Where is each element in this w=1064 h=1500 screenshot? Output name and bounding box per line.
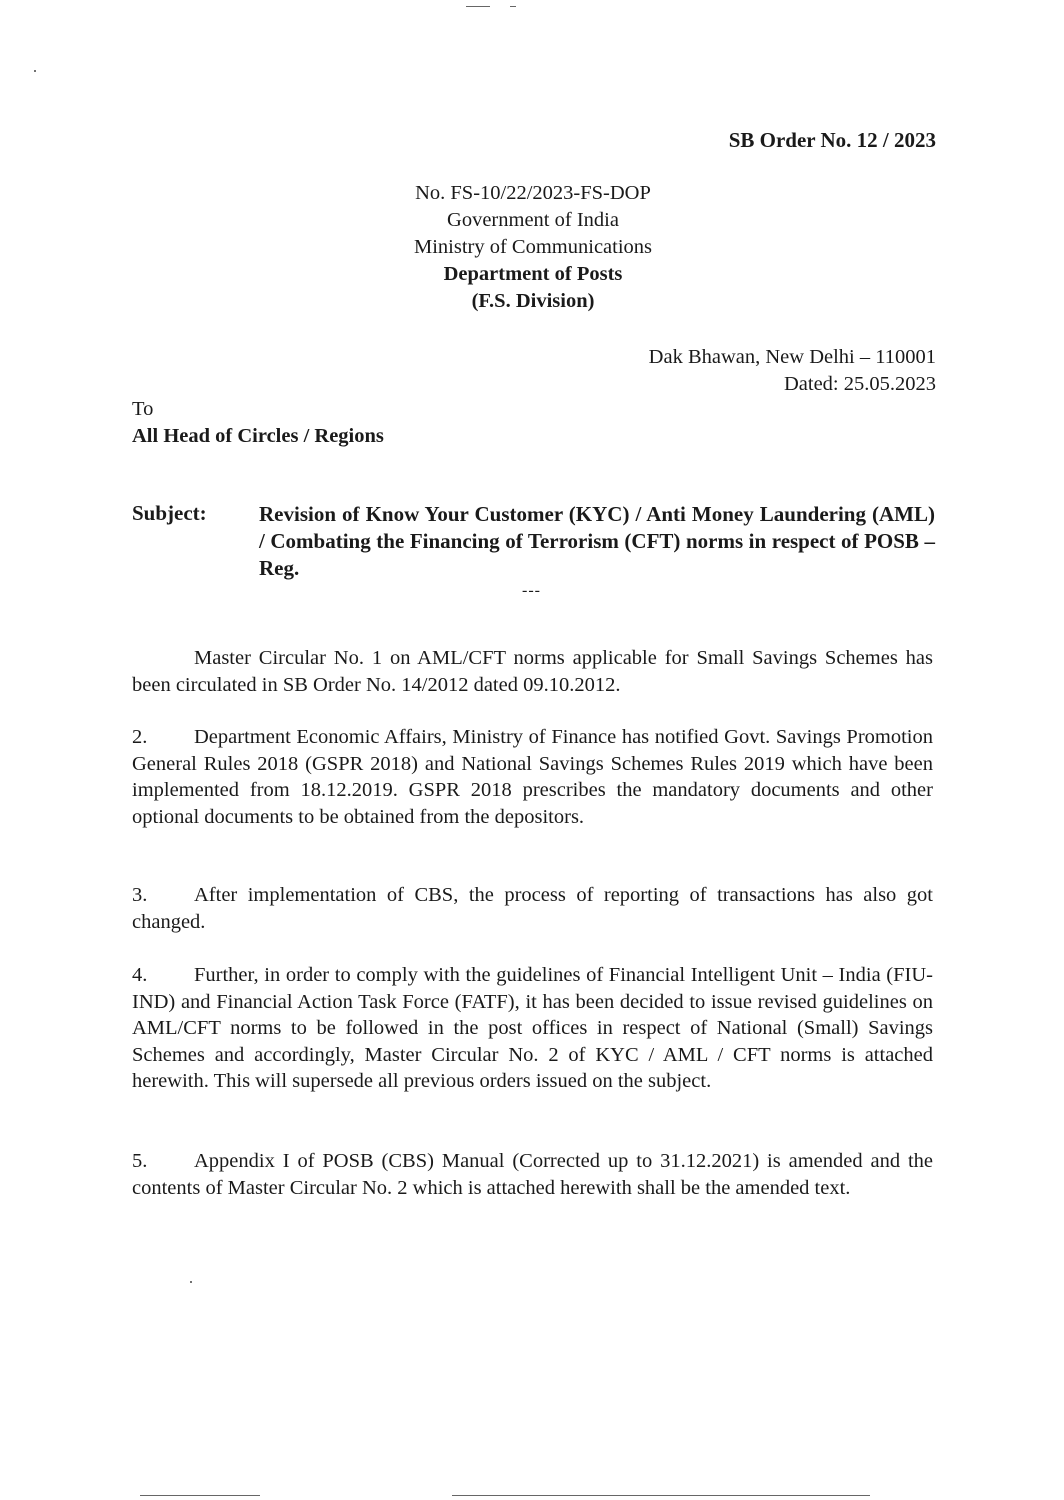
paragraph-4 — [132, 962, 933, 1095]
scan-mark-bottom-left — [140, 1495, 260, 1496]
paragraph-4-text: Further, in order to comply with the guidelines of Financial Intelligent Unit – India (FIU-IND) and Financial Action Task Force (FATF), it has been decided to issue revised guidelines on AML/CFT norms to be followed in the post offices in respect of National (Small) Savings Schemes and accordingly, Master Circular No. 2 of KYC / AML / CFT norms is attached herewith. This will supersede all previous orders issued on the subject. — [132, 964, 933, 1092]
addressee: All Head of Circles / Regions — [132, 425, 384, 447]
subject-text: Revision of Know Your Customer (KYC) / Anti Money Laundering (AML) / Combating the Financing of Terrorism (CFT) norms in respect of POSB – Reg. — [259, 502, 935, 580]
paragraph-5-number: 5. — [132, 1150, 148, 1172]
file-number: No. FS-10/22/2023-FS-DOP — [415, 182, 651, 204]
paragraph-5-text: Appendix I of POSB (CBS) Manual (Corrected up to 31.12.2021) is amended and the contents of Master Circular No. 2 which is attached herewith shall be the amended text. — [132, 1150, 933, 1199]
scan-dot-left — [34, 70, 36, 72]
paragraph-5 — [132, 1148, 933, 1201]
scan-dot-lower — [190, 1281, 192, 1283]
letter-header — [300, 180, 766, 315]
division-line: (F.S. Division) — [471, 290, 595, 312]
place-date-block — [649, 344, 936, 398]
subject-label: Subject: — [132, 501, 207, 525]
paragraph-1-text: Master Circular No. 1 on AML/CFT norms applicable for Small Savings Schemes has been circulated in SB Order No. 14/2012 dated 09.10.2012. — [132, 647, 933, 696]
government-line: Government of India — [447, 209, 619, 231]
scan-mark-bottom-right — [452, 1495, 870, 1496]
date-line: Dated: 25.05.2023 — [783, 373, 936, 395]
place-line: Dak Bhawan, New Delhi – 110001 — [648, 346, 936, 368]
scan-mark-top-2 — [510, 6, 516, 7]
scan-mark-top — [466, 6, 490, 7]
paragraph-4-number: 4. — [132, 964, 148, 986]
paragraph-1 — [132, 645, 933, 698]
ministry-line: Ministry of Communications — [413, 236, 653, 258]
department-line: Department of Posts — [443, 263, 623, 285]
recipient-block — [132, 396, 384, 450]
order-number: SB Order No. 12 / 2023 — [728, 128, 936, 152]
paragraph-2 — [132, 724, 933, 830]
to-label: To — [132, 398, 154, 420]
paragraph-3-number: 3. — [132, 884, 148, 906]
paragraph-3-text: After implementation of CBS, the process of reporting of transactions has also got changed. — [132, 884, 933, 933]
paragraph-3 — [132, 882, 933, 935]
separator: --- — [522, 582, 541, 599]
paragraph-2-text: Department Economic Affairs, Ministry of Finance has notified Govt. Savings Promotion General Rules 2018 (GSPR 2018) and National Savings Schemes Rules 2019 which have been implemented from 18.12.2019. GSPR 2018 prescribes the mandatory documents and other optional documents to be obtained from the depositors. — [132, 726, 933, 828]
paragraph-2-number: 2. — [132, 726, 148, 748]
